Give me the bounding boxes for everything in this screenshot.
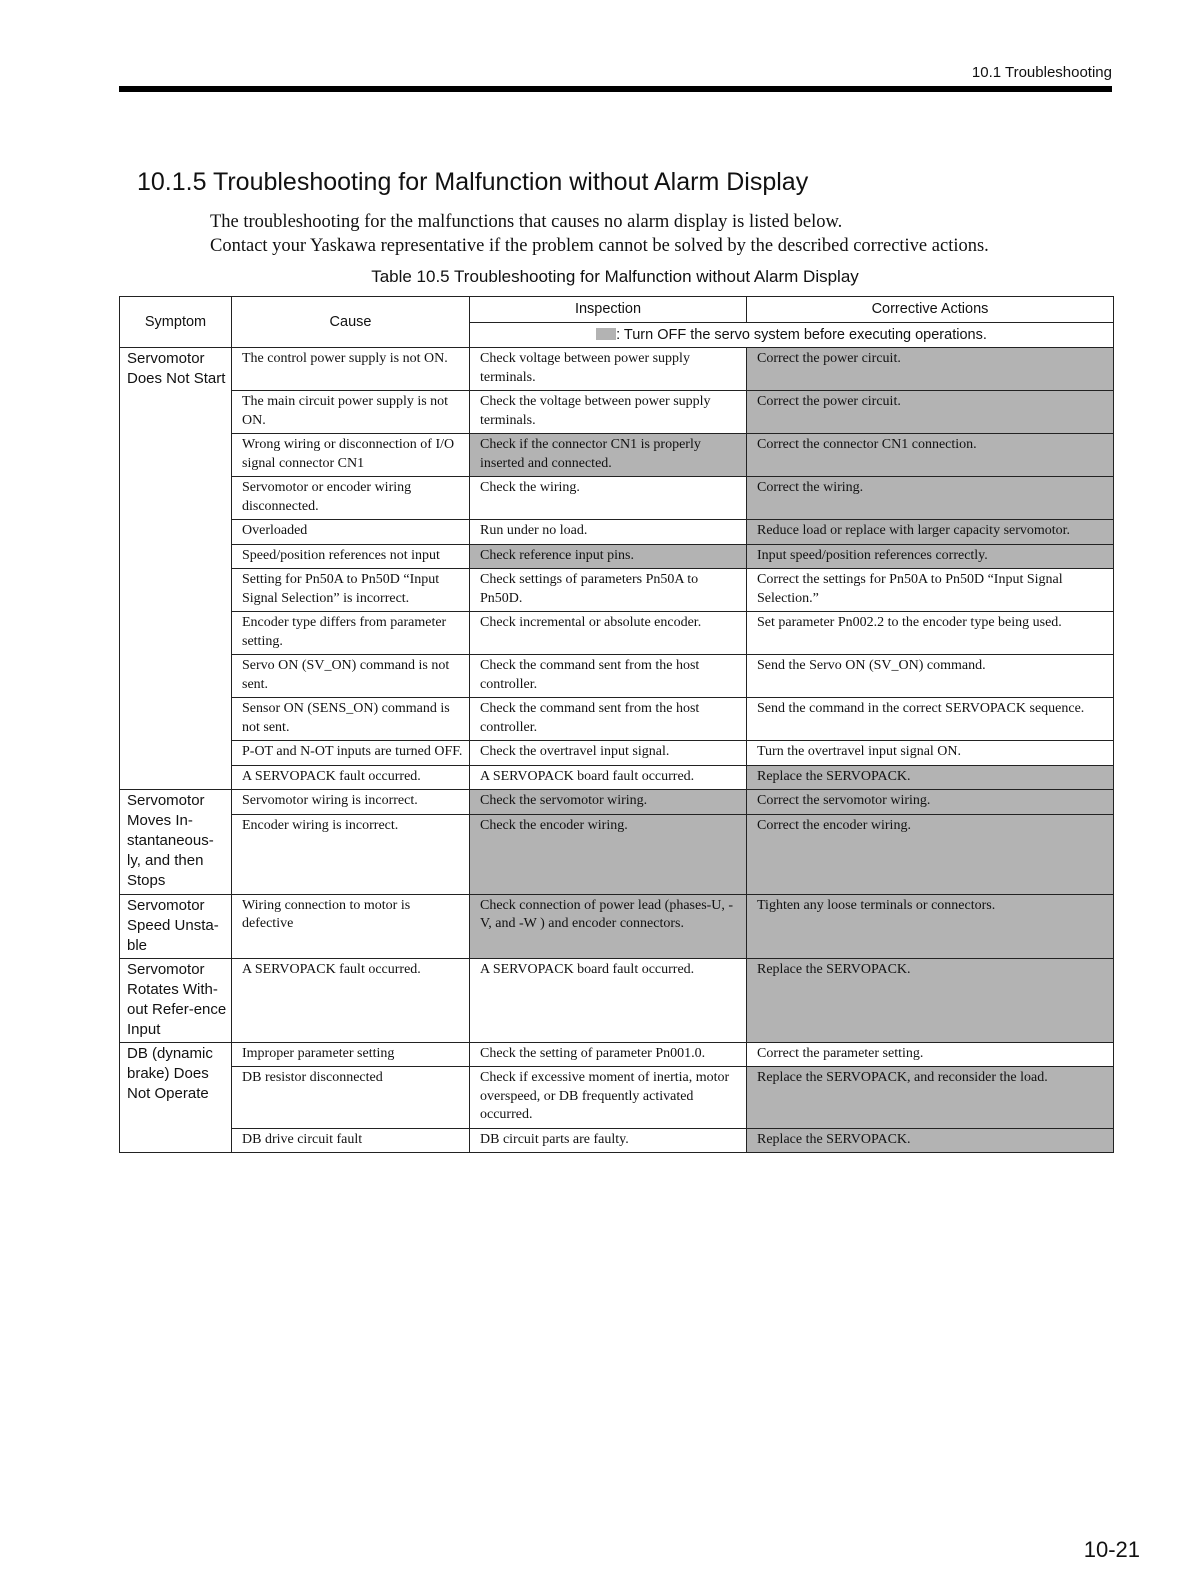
table-row (120, 958, 1114, 1042)
inspection-cell: Run under no load. (470, 520, 747, 545)
table-row (120, 544, 1114, 569)
action-cell: Replace the SERVOPACK, and reconsider the load. (747, 1067, 1114, 1129)
table-row (120, 698, 1114, 741)
table-row (120, 894, 1114, 958)
inspection-cell: Check reference input pins. (470, 544, 747, 569)
inspection-cell: Check the command sent from the host controller. (470, 698, 747, 741)
action-cell: Correct the connector CN1 connection. (747, 434, 1114, 477)
cause-cell: Speed/position references not input (232, 544, 470, 569)
action-cell: Correct the power circuit. (747, 391, 1114, 434)
inspection-cell: Check the servomotor wiring. (470, 790, 747, 815)
cause-cell: Encoder wiring is incorrect. (232, 814, 470, 894)
action-cell: Correct the settings for Pn50A to Pn50D “Input Signal Selection.” (747, 569, 1114, 612)
symptom-cell: Servomotor Moves In-stantaneous-ly, and then Stops (120, 790, 232, 895)
inspection-cell: Check the setting of parameter Pn001.0. (470, 1042, 747, 1067)
action-cell: Replace the SERVOPACK. (747, 958, 1114, 1042)
shade-swatch (596, 328, 616, 340)
header-corrective-actions: Corrective Actions (747, 297, 1114, 323)
action-cell: Correct the servomotor wiring. (747, 790, 1114, 815)
intro-line: The troubleshooting for the malfunctions that causes no alarm display is listed below. (210, 212, 843, 232)
symptom-cell: Servomotor Does Not Start (120, 348, 232, 790)
action-cell: Turn the overtravel input signal ON. (747, 741, 1114, 766)
page-number: 10-21 (1083, 1537, 1140, 1562)
section-title: 10.1.5 Troubleshooting for Malfunction without Alarm Display (137, 168, 809, 196)
table-row (120, 477, 1114, 520)
cause-cell: Setting for Pn50A to Pn50D “Input Signal Selection” is incorrect. (232, 569, 470, 612)
action-cell: Input speed/position references correctly. (747, 544, 1114, 569)
table-row (120, 391, 1114, 434)
inspection-cell: DB circuit parts are faulty. (470, 1128, 747, 1153)
action-cell: Replace the SERVOPACK. (747, 1128, 1114, 1153)
table-row (120, 1042, 1114, 1067)
shading-legend (470, 322, 1114, 348)
cause-cell: DB resistor disconnected (232, 1067, 470, 1129)
cause-cell: Wrong wiring or disconnection of I/O signal connector CN1 (232, 434, 470, 477)
action-cell: Correct the power circuit. (747, 348, 1114, 391)
cause-cell: Sensor ON (SENS_ON) command is not sent. (232, 698, 470, 741)
symptom-cell: DB (dynamic brake) Does Not Operate (120, 1042, 232, 1153)
header-inspection: Inspection (470, 297, 747, 323)
inspection-cell: A SERVOPACK board fault occurred. (470, 765, 747, 790)
inspection-cell: Check settings of parameters Pn50A to Pn50D. (470, 569, 747, 612)
table-row (120, 1128, 1114, 1153)
inspection-cell: Check the overtravel input signal. (470, 741, 747, 766)
header-rule (119, 86, 1112, 92)
action-cell: Tighten any loose terminals or connectors. (747, 894, 1114, 958)
cause-cell: Servo ON (SV_ON) command is not sent. (232, 655, 470, 698)
action-cell: Correct the encoder wiring. (747, 814, 1114, 894)
table-row (120, 741, 1114, 766)
inspection-cell: Check the wiring. (470, 477, 747, 520)
cause-cell: P-OT and N-OT inputs are turned OFF. (232, 741, 470, 766)
symptom-cell: Servomotor Speed Unsta-ble (120, 894, 232, 958)
cause-cell: Servomotor or encoder wiring disconnected. (232, 477, 470, 520)
table-row (120, 612, 1114, 655)
header-cause: Cause (232, 297, 470, 348)
inspection-cell: Check if excessive moment of inertia, motor overspeed, or DB frequently activated occurred. (470, 1067, 747, 1129)
shade-note: : Turn OFF the servo system before executing operations. (616, 326, 987, 343)
table-caption: Table 10.5 Troubleshooting for Malfunction without Alarm Display (371, 267, 859, 286)
table-row (120, 790, 1114, 815)
cause-cell: Overloaded (232, 520, 470, 545)
table-row (120, 520, 1114, 545)
cause-cell: A SERVOPACK fault occurred. (232, 765, 470, 790)
cause-cell: The main circuit power supply is not ON. (232, 391, 470, 434)
action-cell: Correct the wiring. (747, 477, 1114, 520)
action-cell: Send the command in the correct SERVOPACK sequence. (747, 698, 1114, 741)
cause-cell: Encoder type differs from parameter setting. (232, 612, 470, 655)
intro-paragraph (210, 210, 989, 258)
inspection-cell: A SERVOPACK board fault occurred. (470, 958, 747, 1042)
inspection-cell: Check if the connector CN1 is properly inserted and connected. (470, 434, 747, 477)
cause-cell: Wiring connection to motor is defective (232, 894, 470, 958)
symptom-cell: Servomotor Rotates With-out Refer-ence Input (120, 958, 232, 1042)
action-cell: Reduce load or replace with larger capacity servomotor. (747, 520, 1114, 545)
intro-line: Contact your Yaskawa representative if the problem cannot be solved by the described corrective actions. (210, 236, 989, 256)
inspection-cell: Check the voltage between power supply terminals. (470, 391, 747, 434)
cause-cell: DB drive circuit fault (232, 1128, 470, 1153)
table-row (120, 348, 1114, 391)
cause-cell: The control power supply is not ON. (232, 348, 470, 391)
header-symptom: Symptom (120, 297, 232, 348)
table-row (120, 814, 1114, 894)
inspection-cell: Check voltage between power supply terminals. (470, 348, 747, 391)
cause-cell: Servomotor wiring is incorrect. (232, 790, 470, 815)
action-cell: Send the Servo ON (SV_ON) command. (747, 655, 1114, 698)
inspection-cell: Check the command sent from the host controller. (470, 655, 747, 698)
action-cell: Replace the SERVOPACK. (747, 765, 1114, 790)
inspection-cell: Check connection of power lead (phases-U, -V, and -W ) and encoder connectors. (470, 894, 747, 958)
table-row (120, 434, 1114, 477)
cause-cell: A SERVOPACK fault occurred. (232, 958, 470, 1042)
action-cell: Correct the parameter setting. (747, 1042, 1114, 1067)
table-row (120, 569, 1114, 612)
table-row (120, 765, 1114, 790)
troubleshooting-table (119, 296, 1114, 1153)
cause-cell: Improper parameter setting (232, 1042, 470, 1067)
running-header: 10.1 Troubleshooting (971, 64, 1112, 81)
inspection-cell: Check incremental or absolute encoder. (470, 612, 747, 655)
action-cell: Set parameter Pn002.2 to the encoder type being used. (747, 612, 1114, 655)
table-row (120, 1067, 1114, 1129)
table-row (120, 655, 1114, 698)
inspection-cell: Check the encoder wiring. (470, 814, 747, 894)
